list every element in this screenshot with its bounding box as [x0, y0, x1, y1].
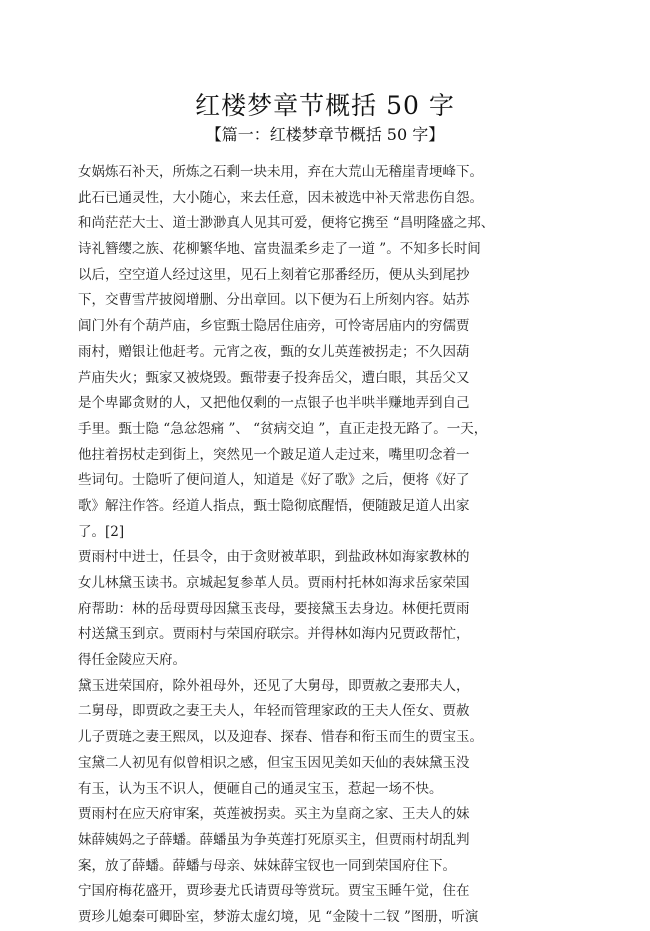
text-line: 阊门外有个葫芦庙，乡宦甄士隐居住庙旁，可怜寄居庙内的穷儒贾	[78, 318, 470, 335]
text-line: 歌》解注作答。经道人指点，甄士隐彻底醒悟，便随跛足道人出家	[78, 497, 470, 514]
text-line: 女儿林黛玉读书。京城起复参革人员。贾雨村托林如海求岳家荣国	[78, 575, 470, 591]
text-line: 村送黛玉到京。贾雨村与荣国府联宗。并得林如海内兄贾政帮忙，	[78, 626, 470, 643]
text-line: 此石已通灵性，大小随心，来去任意，因未被选中补天常悲伤自怨。	[78, 189, 483, 206]
text-line: 了。[2]	[78, 523, 125, 540]
text-line: 芦庙失火；甄家又被烧毁。甄带妻子投奔岳父，遭白眼，其岳父又	[78, 369, 470, 386]
document-subtitle: 【篇一：红楼梦章节概括 50 字】	[205, 125, 445, 144]
text-line: 府帮助：林的岳母贾母因黛玉丧母，要接黛玉去身边。林便托贾雨	[78, 600, 470, 617]
text-line: 贾雨村在应天府审案，英莲被拐卖。买主为皇商之家、王夫人的妹	[78, 806, 470, 823]
text-line: 得任金陵应天府。	[78, 652, 186, 669]
text-line: 和尚茫茫大士、道士渺渺真人见其可爱，便将它携至 “昌明隆盛之邦、	[78, 215, 495, 232]
text-line: 女娲炼石补天，所炼之石剩一块未用，弃在大荒山无稽崖青埂峰下。	[78, 164, 483, 180]
text-line: 诗礼簪缨之族、花柳繁华地、富贵温柔乡走了一道 ”。不知多长时间	[78, 241, 481, 258]
text-line: 以后，空空道人经过这里，见石上刻着它那番经历，便从头到尾抄	[78, 266, 470, 283]
text-line: 儿子贾琏之妻王熙凤，以及迎春、探春、惜春和衔玉而生的贾宝玉。	[78, 729, 483, 746]
text-line: 雨村，赠银让他赶考。元宵之夜，甄的女儿英莲被拐走；不久因葫	[78, 343, 470, 360]
text-line: 些词句。士隐听了便问道人，知道是《好了歌》之后，便将《好了	[78, 472, 470, 489]
document-body	[78, 160, 598, 931]
text-line: 贾雨村中进士，任县令，由于贪财被革职，到盐政林如海家教林的	[78, 549, 470, 566]
text-line: 他拄着拐杖走到街上，突然见一个跛足道人走过来，嘴里叨念着一	[78, 446, 470, 463]
text-line: 黛玉进荣国府，除外祖母外，还见了大舅母，即贾赦之妻邢夫人，	[78, 677, 470, 694]
text-line: 案，放了薛蟠。薛蟠与母亲、妹妹薛宝钗也一同到荣国府住下。	[78, 857, 456, 874]
document-title: 红楼梦章节概括 50 字	[195, 91, 455, 120]
text-line: 是个卑鄙贪财的人，又把他仅剩的一点银子也半哄半赚地弄到自己	[78, 395, 470, 412]
text-line: 有玉，认为玉不识人，便砸自己的通灵宝玉，惹起一场不快。	[78, 780, 443, 797]
text-line: 下，交曹雪芹披阅增删、分出章回。以下便为石上所刻内容。姑苏	[78, 292, 470, 309]
text-line: 妹薛姨妈之子薛蟠。薛蟠虽为争英莲打死原买主，但贾雨村胡乱判	[78, 831, 470, 848]
text-line: 贾珍儿媳秦可卿卧室，梦游太虚幻境，见 “金陵十二钗 ”图册，听演	[78, 908, 479, 925]
text-line: 宁国府梅花盛开，贾珍妻尤氏请贾母等赏玩。贾宝玉睡午觉，住在	[78, 883, 470, 900]
text-line: 二舅母，即贾政之妻王夫人，年轻而管理家政的王夫人侄女、贾赦	[78, 703, 470, 720]
text-line: 手里。甄士隐 “急忿怨痛 ”、 “贫病交迫 ”，直正走投无路了。一天，	[78, 420, 488, 437]
text-line: 宝黛二人初见有似曾相识之感，但宝玉因见美如天仙的表妹黛玉没	[78, 754, 470, 771]
